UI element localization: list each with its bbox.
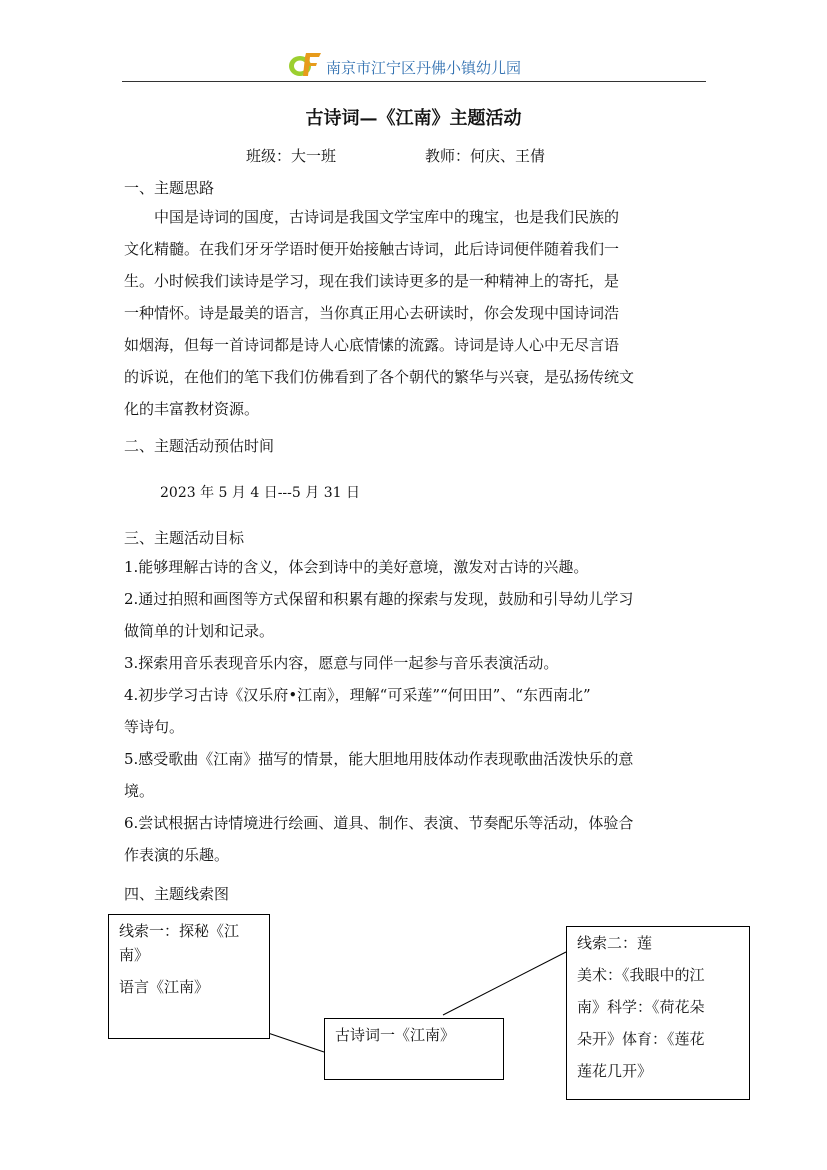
goal-line: 6.尝试根据古诗情境进行绘画、道具、制作、表演、节奏配乐等活动，体验合 xyxy=(124,814,634,832)
section-heading-time: 二、主题活动预估时间 xyxy=(124,437,275,455)
clue-box-text: 南》 xyxy=(119,946,150,964)
clue-box-text: 美术：《我眼中的江 xyxy=(577,966,705,984)
goal-line: 做简单的计划和记录。 xyxy=(124,622,275,640)
goal-line: 5.感受歌曲《江南》描写的情景，能大胆地用肢体动作表现歌曲活泼快乐的意 xyxy=(124,750,634,768)
paragraph-line: 的诉说，在他们的笔下我们仿佛看到了各个朝代的繁华与兴衰，是弘扬传统文 xyxy=(124,368,635,386)
section-heading-theme-idea: 一、主题思路 xyxy=(124,179,215,197)
paragraph-line: 一种情怀。诗是最美的语言，当你真正用心去研读时，你会发现中国诗词浩 xyxy=(124,304,620,322)
section-heading-goals: 三、主题活动目标 xyxy=(124,529,245,547)
connector-clue2 xyxy=(443,952,566,1015)
activity-date-range: 2023 年 5 月 4 日---5 月 31 日 xyxy=(160,485,360,501)
paragraph-line: 生。小时候我们读诗是学习，现在我们读诗更多的是一种精神上的寄托，是 xyxy=(124,272,620,290)
paragraph-line: 如烟海，但每一首诗词都是诗人心底情愫的流露。诗词是诗人心中无尽言语 xyxy=(124,336,620,354)
paragraph-line: 文化精髓。在我们牙牙学语时便开始接触古诗词，此后诗词便伴随着我们一 xyxy=(124,240,620,258)
clue-box-two xyxy=(566,926,750,1100)
clue-center-text: 古诗词一《江南》 xyxy=(335,1026,456,1044)
clue-box-one xyxy=(108,914,270,1039)
teacher-info: 教师：何庆、王倩 xyxy=(425,147,546,165)
goal-line: 4.初步学习古诗《汉乐府•江南》，理解“可采莲”“何田田”、“东西南北” xyxy=(124,686,591,704)
section-heading-clue-map: 四、主题线索图 xyxy=(124,885,230,903)
goal-line: 1.能够理解古诗的含义，体会到诗中的美好意境，激发对古诗的兴趣。 xyxy=(124,558,589,576)
clue-box-text: 语言《江南》 xyxy=(119,978,210,996)
goal-line: 境。 xyxy=(124,782,155,800)
paragraph-line: 化的丰富教材资源。 xyxy=(124,400,260,418)
clue-box-text: 南》科学：《荷花朵 xyxy=(577,998,705,1016)
clue-box-text: 线索二：莲 xyxy=(577,934,653,952)
clue-center-box xyxy=(324,1018,504,1080)
connector-clue1 xyxy=(268,1033,324,1052)
clue-box-text: 朵开》体育：《莲花 xyxy=(577,1030,705,1048)
paragraph-line: 中国是诗词的国度，古诗词是我国文学宝库中的瑰宝，也是我们民族的 xyxy=(124,208,620,226)
goal-line: 3.探索用音乐表现音乐内容，愿意与同伴一起参与音乐表演活动。 xyxy=(124,654,559,672)
page-title: 古诗词—《江南》主题活动 xyxy=(305,108,522,129)
class-info: 班级：大一班 xyxy=(246,147,337,165)
goal-line: 等诗句。 xyxy=(124,718,185,736)
school-name: 南京市江宁区丹佛小镇幼儿园 xyxy=(326,59,522,77)
clue-box-text: 线索一：探秘《江 xyxy=(119,922,240,940)
clue-box-text: 莲花几开》 xyxy=(577,1062,653,1080)
goal-line: 作表演的乐趣。 xyxy=(124,846,230,864)
goal-line: 2.通过拍照和画图等方式保留和积累有趣的探索与发现，鼓励和引导幼儿学习 xyxy=(124,590,634,608)
